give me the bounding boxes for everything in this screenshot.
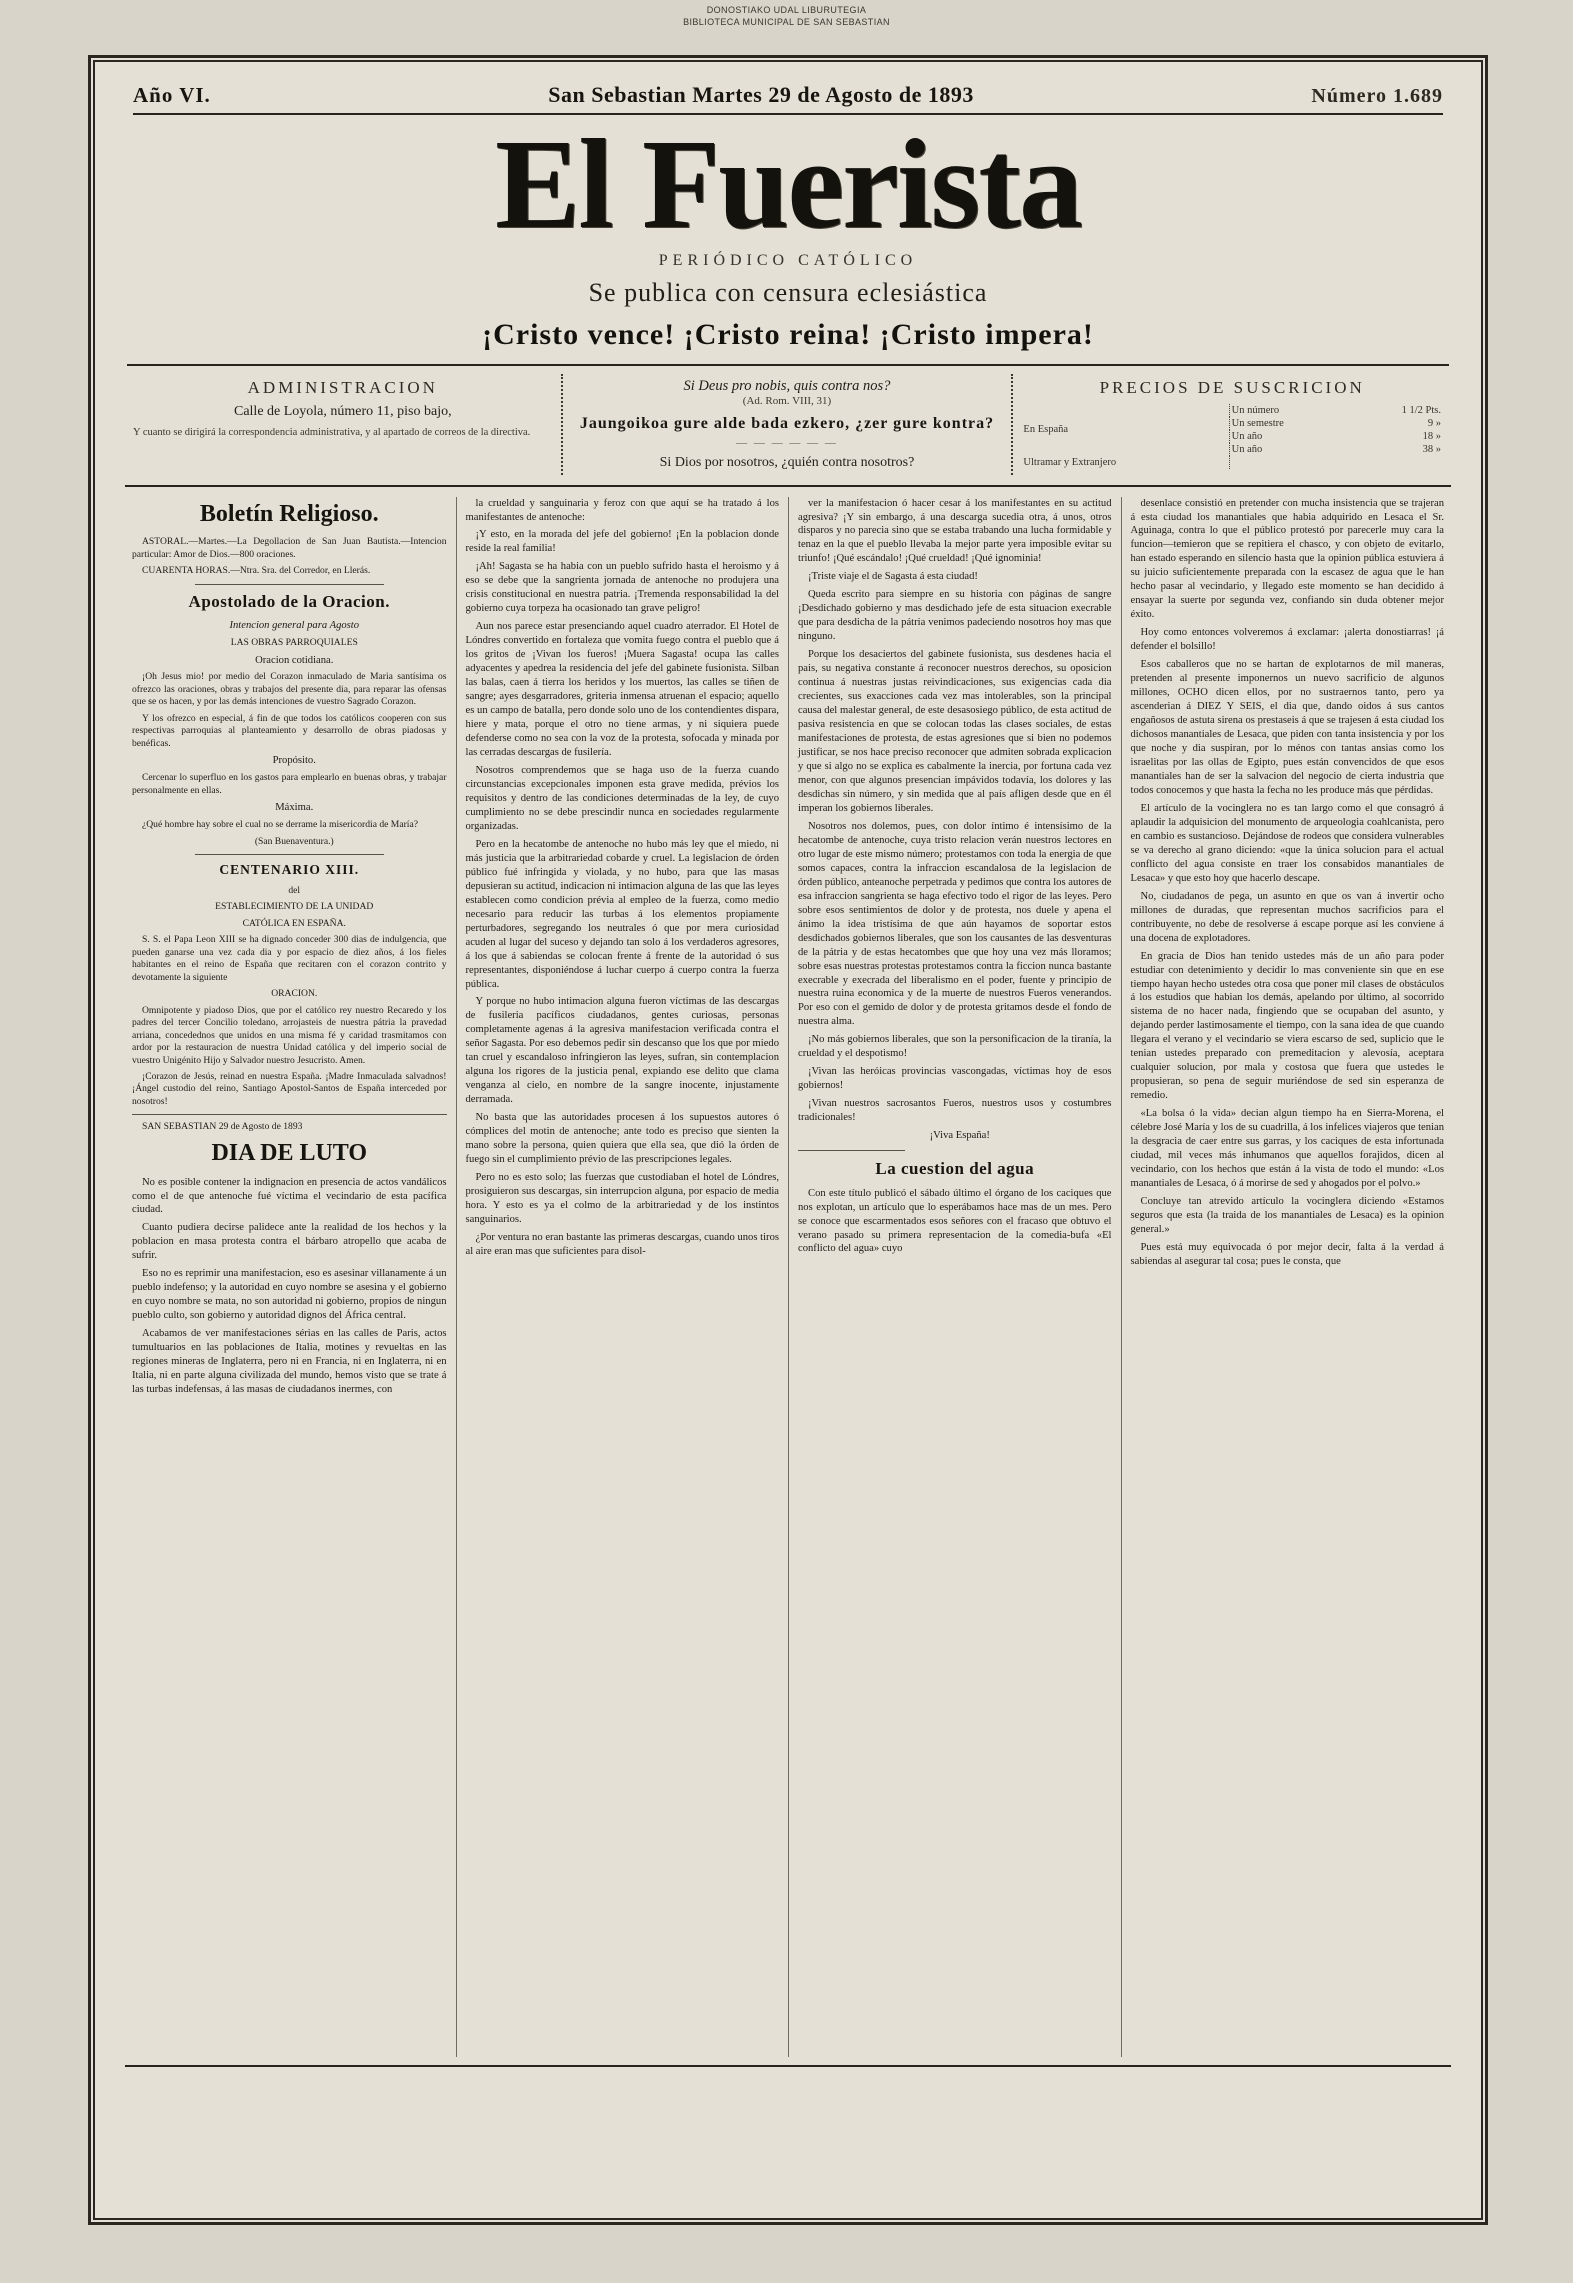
motto-block bbox=[563, 374, 1014, 475]
article-paragraph: Esos caballeros que no se hartan de explotarnos de mil maneras, pretenden al presente imponernos un nuevo sacrificio de algunos millones, OCHO dicen ellos, por no sustraernos tanto, pero ya ascenderian á DIEZ Y SEIS, el dia que, dando oidos á sus cantos engañosos de astuta sirena os prestaseis á que se trajesen á esta ciudad los dichosos manantiales de Lesaca, que piden con tanta insistencia y por los que noche y dia suspiran, por lo ménos con tantas ansias como los israelitas por las ollas de Egipto, pues están convencidos de que esos manantiales han de ser la salvacion del negocio de cierta industria que todos conocemos y que hasta la fecha no les produce más que pérdidas. bbox=[1130, 659, 1444, 796]
subscription-row-label: Un año bbox=[1229, 443, 1350, 456]
column-4 bbox=[1121, 497, 1454, 2057]
motto-latin: Si Deus pro nobis, quis contra nos? bbox=[683, 377, 891, 394]
article-paragraph: Pues está muy equivocada ó por mejor decir, falta á la verdad á sabiendas al asegurar tal cosa; pues le consta, que bbox=[1130, 1241, 1444, 1267]
boletin-religioso-heading: Boletín Religioso. bbox=[199, 500, 379, 527]
library-stamp bbox=[0, 0, 1573, 28]
divider bbox=[132, 1114, 447, 1115]
oracion-cotidiana-heading: Oracion cotidiana. bbox=[255, 654, 334, 666]
centenario-text: S. S. el Papa Leon XIII se ha dignado conceder 300 dias de indulgencia, que pueden ganarse una vez cada dia y por espacio de diez años, á los fieles habitantes en el reino de España que recitaren con el corazon contrito y devotamente la siguiente bbox=[132, 934, 447, 983]
page-bottom-rule bbox=[125, 2065, 1451, 2067]
administration-block bbox=[125, 374, 563, 475]
proposito-heading: Propósito. bbox=[272, 755, 316, 767]
centenario-heading: CENTENARIO XIII. bbox=[219, 862, 360, 878]
article-paragraph: ver la manifestacion ó hacer cesar á los manifestantes en su actitud agresiva? ¡Y sin embargo, á una descarga sucedia otra, á unos, otros disparos y no parecia sino que se estaba trabando una lucha formidable y tenaz en la que el pueblo llevaba la mejor parte yera imposible evitar su triunfo! ¡Qué escándalo! ¡Qué crueldad! ¡Qué ignominia! bbox=[798, 497, 1112, 565]
article-paragraph: «La bolsa ó la vida» decian algun tiempo ha en Sierra-Morena, el célebre José María y los de su cuadrilla, á los infelices viajeros que tenian la desgracia de caer entre sus garras, y los caciques de esta infortunada ciudad, mil veces más inhumanos que aquellos forajidos, dicen al vecindario, con los hechos que están á la vista de todo el mundo: «Los manantiales de Lesaca, ó á morirse de sed y ahogados por el polvo.» bbox=[1130, 1108, 1444, 1190]
article-paragraph: ¿Por ventura no eran bastante las primeras descargas, cuando unos tiros al aire eran mas que suficientes para disol- bbox=[465, 1231, 779, 1257]
maxima-heading: Máxima. bbox=[275, 802, 314, 814]
masthead-subtitle-periodico: PERIÓDICO CATÓLICO bbox=[658, 251, 918, 269]
column-2 bbox=[456, 497, 789, 2057]
masthead-place-date: San Sebastian Martes 29 de Agosto de 1893 bbox=[548, 82, 974, 107]
oracion-heading: ORACION. bbox=[271, 988, 318, 1000]
article-paragraph: Nosotros comprendemos que se haga uso de la fuerza cuando circunstancias excepcionales imponen esta grave medida, prévios los requisitos y dentro de las condiciones determinadas de la ley, de cuyo cumplimiento no se debe prescindir nunca en sociedades regularmente organizadas. bbox=[465, 764, 779, 832]
article-paragraph: Nosotros nos dolemos, pues, con dolor íntimo é intensísimo de la hecatombe de antenoche, cuya tristo relacion verán nuestros lectores en otro lugar de este mismo número; protestamos con toda la energia de que somos capaces, contra la infraccion escandalosa de la legislacion de órden público, anteanoche perpetrada y pedimos que contra los autores de esa infraccion sangrienta se haga efectivo todo el rigor de las leyes. Pero sobre esos sentimientos de dolor y de protesta, nos duele y apena el ánimo la idea tristísima de que aún hayamos de soportar estos desdichados gobiernos liberales, que son los causantes de las desventuras de la pátria y de estas hecatombes que que hoy una vez más lloramos; sobre esas nuestras protestas protestamos contra la ficcion nunca bastante execrable y execrada del liberalismo en el poder, fuente y principio de nuestra ruina economica y de la muerte de nuestros Fueros venerandos. Por eso con el gemido de dolor y de protesta gritamos desde el fondo de nuestra alma. bbox=[798, 820, 1112, 1028]
invocations-text: ¡Corazon de Jesús, reinad en nuestra España. ¡Madre Inmaculada salvadnos! ¡Ángel custodio del reino, Santiago Apostol-Santos de España interceded por nosotros! bbox=[132, 1071, 447, 1107]
subscription-prices-block bbox=[1013, 374, 1451, 475]
maxima-citation: (San Buenaventura.) bbox=[254, 835, 334, 847]
column-3 bbox=[788, 497, 1121, 2057]
administration-address: Calle de Loyola, número 11, piso bajo, bbox=[233, 403, 452, 419]
subscription-col1-title: En España bbox=[1023, 424, 1069, 436]
newspaper-title: El Fuerista bbox=[495, 113, 1081, 255]
subscription-row-value: 1 1/2 Pts. bbox=[1401, 404, 1441, 416]
administration-title: ADMINISTRACION bbox=[247, 377, 438, 397]
oracion-text: Omnipotente y piadoso Dios, que por el católico rey nuestro Recaredo y los padres del tercer Concilio toledano, arrojasteis de nuestra pátria la pravedad arriana, concedednos que unidos en una misma fé y caridad trasmitamos con ardor por la restauracion de nuestra Unidad católica y del imperio social de vuestro Unigénito Hijo y Salvador nuestro Jesucristo. Amen. bbox=[132, 1004, 447, 1066]
article-paragraph: El artículo de la vocinglera no es tan largo como el que consagró á aplaudir la adquisicion del monumento de arqueologia coahlcanista, pero en cambio es sustancioso. Dejándose de rodeos que considera vulnerables se va derecho al grano diciendo: «que la única solucion para el actual conflicto del agua consiste en traer los consabidos manantiales de Lesaca» y que esto hoy que hacerlo descape. bbox=[1130, 802, 1444, 884]
dia-de-luto-paragraph: Eso no es reprimir una manifestacion, eso es asesinar villanamente á un pueblo indefenso; y la autoridad en cuyo nombre se asesina y el gobierno en cuyo nombre se mata, no son autoridad ni gobierno, propios de ningun pueblo culto, son gobierno y autoridad dignos del África central. bbox=[132, 1268, 447, 1322]
centenario-sub2: ESTABLECIMIENTO DE LA UNIDAD bbox=[215, 901, 374, 913]
article-paragraph: Aun nos parece estar presenciando aquel cuadro aterrador. El Hotel de Lóndres convertido en fortaleza que vomita fuego contra el pueblo que á los gritos de ¡Vivan los fueros! ¡Muera Sagasta! ocupa las calles adyacentes y apedrea la residencia del jefe del gabinete fusionista. Silban las balas, caen á tierra los heridos y los muertos, las calles se tiñen de sangre; ayes desgarradores, griteria inmensa atruenan el espacio; aquello es un campo de batalla, pero donde solo uno de los contendientes dispara, hiere y mata, porque el otro no tiene armas, y ni siquiera puede defenderse como no sea con la voz de la protesta, sofocada y minada por las cerradas descargas de fusilería. bbox=[465, 621, 779, 759]
boletin-entry: ASTORAL.—Martes.—La Degollacion de San Juan Bautista.—Intencion particular: Amor de Dios.—800 oraciones. bbox=[132, 536, 447, 560]
divider bbox=[798, 1150, 905, 1151]
divider bbox=[195, 854, 384, 855]
apostolado-subheading-2: LAS OBRAS PARROQUIALES bbox=[230, 637, 358, 649]
library-stamp-line1: DONOSTIAKO UDAL LIBURUTEGIA bbox=[706, 5, 867, 15]
cuestion-del-agua-heading: La cuestion del agua bbox=[875, 1159, 1035, 1179]
article-paragraph: la crueldad y sanguinaria y feroz con que aquí se ha tratado á los manifestantes de antenoche: bbox=[465, 497, 779, 523]
article-paragraph: ¡Vivan las heróicas provincias vascongadas, víctimas hoy de esos gobiernos! bbox=[798, 1066, 1112, 1092]
article-paragraph: Con este título publicó el sábado último el órgano de los caciques que nos explotan, un artículo que lo esperábamos hace mas de un mes. Pero se conoce que escarmentados esos señores con el fracaso que obtuvo el verano pasado su primera representacion de la comedia-bufa «El conflicto del agua» cuyo bbox=[798, 1187, 1112, 1255]
subscription-col2-title: Ultramar y Extranjero bbox=[1023, 456, 1117, 468]
dateline: SAN SEBASTIAN 29 de Agosto de 1893 bbox=[142, 1121, 303, 1133]
divider bbox=[195, 584, 384, 585]
article-columns bbox=[119, 497, 1457, 2057]
article-paragraph: Queda escrito para siempre en su historia con páginas de sangre ¡Desdichado gobierno y mas desdichado jefe de esta situacion execrable que para desdicha de la pátria venimos padeciendo nosotros hoy mas que ninguno. bbox=[798, 589, 1112, 643]
column-1 bbox=[123, 497, 456, 2057]
subscription-row-value: 18 » bbox=[1422, 430, 1441, 442]
header-bottom-rule bbox=[125, 485, 1451, 487]
article-paragraph: ¡Viva España! bbox=[929, 1130, 990, 1142]
article-paragraph: ¡Triste viaje el de Sagasta á esta ciudad! bbox=[808, 571, 978, 583]
article-paragraph: En gracia de Dios han tenido ustedes más de un año para poder estudiar con detenimiento y decidir lo mas conveniente sin que en ese tiempo hayan hecho ustedes otra cosa que poner mil clases de obstáculos á los estudios que habian los demás, apelando por último, al socorrido sistema de no hacer nada, fingiendo que se ocupaban del asunto, y dejando perder lastimosamente el tiempo, con la sana idea de que cuando llegara el verano y el vecindario se viera escarso de sed, suplicio que le tenian ustedes preparado con premeditacion y alevosía, aceptara cualquier solucion, por mala y costosa que fuera que ustedes le propusieran, so pena de seguir muriéndose de sed sin esperanza de remedio. bbox=[1130, 950, 1444, 1102]
apostolado-subheading: Intencion general para Agosto bbox=[229, 620, 360, 632]
article-paragraph: ¡No más gobiernos liberales, que son la personificacion de la tiranía, la crueldad y el despotismo! bbox=[798, 1034, 1112, 1060]
subscription-table bbox=[1021, 404, 1443, 469]
subscription-title: PRECIOS DE SUSCRICION bbox=[1099, 377, 1365, 397]
subscription-row-value: 38 » bbox=[1422, 443, 1441, 455]
motto-dashes: — — — — — — bbox=[736, 436, 838, 449]
dia-de-luto-heading: DIA DE LUTO bbox=[211, 1139, 368, 1166]
library-stamp-line2: BIBLIOTECA MUNICIPAL DE SAN SEBASTIAN bbox=[683, 17, 890, 28]
subscription-row-label: Un semestre bbox=[1229, 417, 1350, 430]
apostolado-heading: Apostolado de la Oracion. bbox=[188, 591, 390, 611]
masthead-top-line bbox=[119, 78, 1457, 110]
article-paragraph: Pero no es esto solo; las fuerzas que custodiaban el hotel de Lóndres, prosiguieron sus descargas, sin interrupcion alguna, por espacio de media hora. Y esto es ya el colmo de la arbitrariedad y de los instintos sanguinarios. bbox=[465, 1172, 779, 1226]
subscription-row-value: 9 » bbox=[1427, 417, 1441, 429]
motto-spanish: Si Dios por nosotros, ¿quién contra nosotros? bbox=[659, 454, 915, 470]
article-paragraph: Pero en la hecatombe de antenoche no hubo más ley que el miedo, ni más justicia que la arbitrariedad cobarde y cruel. La legislacion de órden público fué infringida y violada, y no hubo, para que las masas depusieran su actitud, indicacion ni intimacion alguna de las que las leyes establecen como condicion prévia al empleo de la fuerza, como medio necesario para reducir las turbas á los elementos propiamente perturbadores, segregando los neutrales ó que por mera curiosidad acuden al lugar del suceso y dejando tan solo á los verdaderos agresores, á los que á sabiendas se colocan frente á frente de la autoridad ó sus representantes, disponiéndose á luchar cuerpo á cuerpo contra la fuerza pública. bbox=[465, 838, 779, 990]
motto-citation: (Ad. Rom. VIII, 31) bbox=[742, 394, 832, 407]
article-paragraph: ¡Ah! Sagasta se ha habia con un pueblo sufrido hasta el heroismo y á eso se debe que la sangrienta jornada de antenoche no produjera una crisis constitucional en nuestra patria. ¡Tremenda responsabilidad la del gobierno cuya torpeza ha ocasionado tan grave peligro! bbox=[465, 561, 779, 615]
article-paragraph: ¡Vivan nuestros sacrosantos Fueros, nuestros usos y costumbres tradicionales! bbox=[798, 1098, 1112, 1124]
dia-de-luto-paragraph: Cuanto pudiera decirse palidece ante la realidad de los hechos y la poblacion en masa protesta contra el bárbaro atropello que acaba de sufrir. bbox=[132, 1222, 447, 1262]
masthead-slogan: ¡Cristo vence! ¡Cristo reina! ¡Cristo impera! bbox=[482, 317, 1094, 351]
subscription-row-label: Un año bbox=[1229, 430, 1350, 443]
maxima-text: ¿Qué hombre hay sobre el cual no se derrame la misericordia de María? bbox=[142, 819, 418, 831]
oracion-cotidiana-text-2: Y los ofrezco en especial, á fin de que todos los católicos cooperen con sus respectivas parroquias al planteamiento y desarrollo de obras piadosas y benéficas. bbox=[132, 712, 447, 749]
article-paragraph: Hoy como entonces volveremos á exclamar: ¡alerta donostiarras! ¡á defender el bolsillo! bbox=[1130, 627, 1444, 653]
centenario-sub1: del bbox=[288, 884, 301, 896]
oracion-cotidiana-text: ¡Oh Jesus mio! por medio del Corazon inmaculado de Maria santísima os ofrezco las oraciones, obras y trabajos del presente dia, para reparar las ofensas que se os hacen, y por las demás intenciones de vuestro Sagrado Corazon. bbox=[132, 671, 447, 708]
motto-basque: Jaungoikoa gure alde bada ezkero, ¿zer gure kontra? bbox=[579, 414, 995, 432]
article-paragraph: No basta que las autoridades procesen á los supuestos autores ó cómplices del motin de antenoche; ante todo es preciso que sienten la mano sobre la persona, quien quiera que ella sea, que dió la órden de fuego sin el cumplimiento prévio de las prescripciones legales. bbox=[465, 1112, 779, 1166]
subscription-row-label: Un número bbox=[1229, 404, 1350, 417]
boletin-entry: CUARENTA HORAS.—Ntra. Sra. del Corredor, en Llerás. bbox=[142, 565, 371, 577]
article-paragraph: Porque los desaciertos del gabinete fusionista, sus desdenes hacia el pais, su negativa constante á reconocer nuestros derechos, su oposicion continua á nuestras justas reivindicaciones, sus exigencias cada dia crecientes, sus exacciones cada vez mas intolerables, son la principal causa del malestar general, de este desasosiego público, de esta actitud de pasiva resistencia en que se colocan todas las clases sociales, de estas manifestaciones de protesta, de estas agresiones que si bien no podemos justificar, se nos hace preciso reconocer que admiten sobrada explicacion y que si algo no se explica es cabalmente la inercia, por fortuna cada vez menor, con que algunos presencian impávidos todavía, los dolores y las desdichas sin número, y sin medida que al país afligen desde que en él imperan los gobiernos liberales. bbox=[798, 649, 1112, 814]
administration-note: Y cuanto se dirigirá la correspondencia administrativa, y al apartado de correos de la directiva. bbox=[133, 426, 531, 438]
article-paragraph: No, ciudadanos de pega, un asunto en que os van á invertir ocho millones de duradas, que representan muchos sacrificios para el contribuyente, no debe de resolverse á escape porque así les conviene á una docena de explotadores. bbox=[1130, 890, 1444, 944]
masthead-year: Año VI. bbox=[133, 83, 211, 107]
article-paragraph: desenlace consistió en pretender con mucha insistencia que se trajeran á esta ciudad los manantiales que habia adquirido en Lesaca el Sr. Aguinaga, contra lo que el público protestó por parecerle muy cara la funcion—temieron que se repitiera el chasco, y con objeto de evitarlo, han estado esperando en silencio hasta que la opinion pública estuviera á su juicio suficientemente preparada con la escasez de agua que le han hecho pasar al vecindario, y llegado este momento se han decidido á ensayar la suerte por segunda vez, confiando sin duda obtener mejor éxito. bbox=[1130, 497, 1444, 621]
centenario-sub3: CATÓLICA EN ESPAÑA. bbox=[242, 917, 346, 929]
newspaper-sheet bbox=[88, 55, 1488, 2225]
article-paragraph: Y porque no hubo intimacion alguna fueron víctimas de las descargas de fusileria pacíficos ciudadanos, gentes curiosas, personas completamente agenas á la agresiva manifestacion verificada contra el señor Sagasta. Por eso debemos pedir sin descanso que los que por miedo tan cruel y escandaloso infringieron las leyes, sufran, sin contemplacion alguna los rigores de la justicia penal, expiando ese delito que clama venganza al cielo, en nombre de la sangre inocente, injustamente derramada. bbox=[465, 996, 779, 1106]
dia-de-luto-paragraph: No es posible contener la indignacion en presencia de actos vandálicos como el de que antenoche fué víctima el vecindario de esta pacífica ciudad. bbox=[132, 1176, 447, 1216]
article-paragraph: Concluye tan atrevido artículo la vocinglera diciendo «Estamos seguros que esta (la traida de los manantiales de Lesaca) es la opinion general.» bbox=[1130, 1196, 1444, 1235]
header-info-bar bbox=[119, 374, 1457, 475]
article-paragraph: ¡Y esto, en la morada del jefe del gobierno! ¡En la poblacion donde reside la real familia! bbox=[465, 529, 779, 555]
masthead-subtitle-censura: Se publica con censura eclesiástica bbox=[588, 277, 988, 307]
dia-de-luto-paragraph: Acabamos de ver manifestaciones sérias en las calles de Paris, actos tumultuarios en las poblaciones de Italia, motines y revueltas en las regiones mineras de Inglaterra, pero ni en Francia, ni en Inglaterra, ni en Italia, ni en parte alguna civilizada del mundo, hemos visto que se trate á las turbas indefensas, á las masas de ciudadanos inermes, con bbox=[132, 1328, 447, 1396]
proposito-text: Cercenar lo superfluo en los gastos para emplearlo en buenas obras, y trabajar personalmente en ellas. bbox=[132, 772, 447, 796]
masthead-issue-number: Número 1.689 bbox=[1311, 85, 1443, 107]
masthead-bottom-rule bbox=[127, 364, 1449, 366]
